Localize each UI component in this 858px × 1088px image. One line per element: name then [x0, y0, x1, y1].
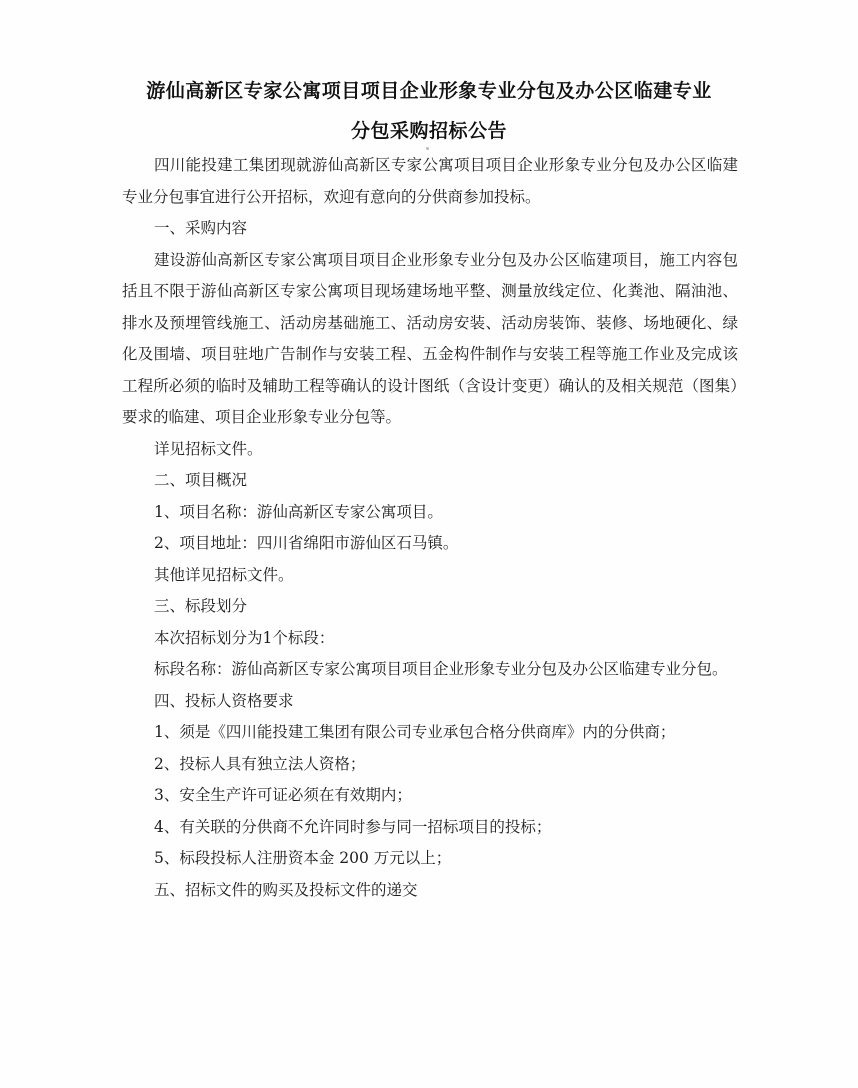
- section-2-note: 其他详见招标文件。: [154, 565, 294, 584]
- qualification-item-2: 2、投标人具有独立法人资格；: [154, 754, 366, 773]
- qualification-item-3: 3、安全生产许可证必须在有效期内；: [154, 786, 412, 804]
- project-address-item: 2、项目地址：四川省绵阳市游仙区石马镇。: [154, 534, 459, 552]
- document-title-line-2: 分包采购招标公告: [350, 120, 507, 142]
- project-name-item: 1、项目名称：游仙高新区专家公寓项目。: [154, 502, 443, 521]
- section-3-heading: 三、标段划分: [154, 597, 248, 615]
- qualification-item-4: 4、有关联的分供商不允许同时参与同一招标项目的投标；: [154, 817, 552, 836]
- document-title-line-1: 游仙高新区专家公寓项目项目企业形象专业分包及办公区临建专业: [146, 80, 712, 102]
- section-1-paragraph: 建设游仙高新区专家公寓项目项目企业形象专业分包及办公区临建项目，施工内容包括且不限于游仙高新区专家公寓项目现场建场地平整、测量放线定位、化粪池、隔油池、排水及预埋管线施工、活动房基础施工、活动房安装、活动房装饰、装修、场地硬化、绿化及围墙、项目驻地广告制作与安装工程、五金构件制作与安装工程等施工作业及完成该工程所必须的临时及辅助工程等确认的设计图纸（含设计变更）确认的及相关规范（图集）要求的临建、项目企业形象专业分包等。: [122, 250, 738, 426]
- document-body: [122, 150, 738, 906]
- section-5-heading: 五、招标文件的购买及投标文件的递交: [154, 880, 418, 899]
- intro-paragraph: 四川能投建工集团现就游仙高新区专家公寓项目项目企业形象专业分包及办公区临建专业分包事宜进行公开招标，欢迎有意向的分供商参加投标。: [122, 156, 738, 206]
- section-2-heading: 二、项目概况: [154, 471, 248, 489]
- lot-name-paragraph: 标段名称：游仙高新区专家公寓项目项目企业形象专业分包及办公区临建专业分包。: [154, 660, 728, 678]
- section-4-heading: 四、投标人资格要求: [154, 691, 294, 710]
- section-1-see-documents: 详见招标文件。: [154, 439, 263, 458]
- qualification-item-5: 5、标段投标人注册资本金 200 万元以上；: [154, 849, 452, 867]
- section-3-paragraph: 本次招标划分为1个标段：: [154, 628, 335, 647]
- section-1-heading: 一、采购内容: [154, 219, 248, 237]
- qualification-item-1: 1、须是《四川能投建工集团有限公司专业承包合格分供商库》内的分供商；: [154, 723, 676, 741]
